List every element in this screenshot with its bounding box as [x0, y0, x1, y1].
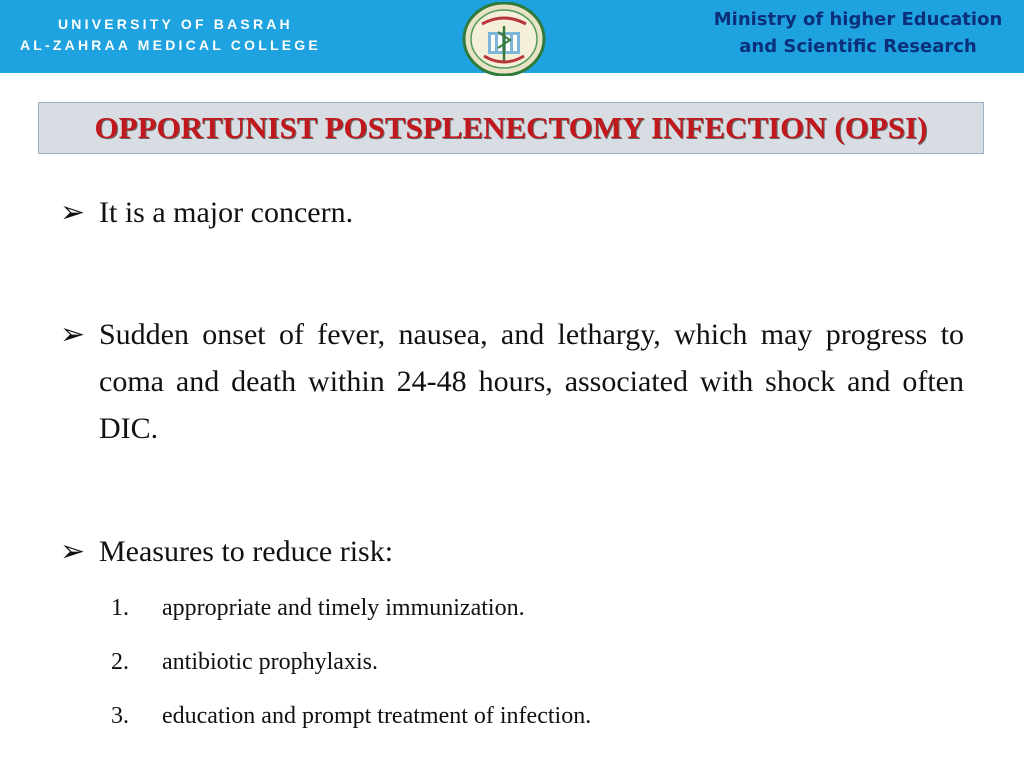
bullet-item: [60, 528, 964, 575]
slide-title-box: [38, 102, 984, 154]
measure-text: appropriate and timely immunization.: [162, 595, 525, 621]
bullet-item: [60, 189, 964, 236]
ministry-line-1: Ministry of higher Education: [713, 9, 1003, 30]
measure-text: education and prompt treatment of infection.: [162, 703, 592, 729]
ministry-line-2: and Scientific Research: [739, 36, 977, 57]
arrow-bullet-icon: ➢: [60, 535, 86, 568]
bullet-item: [60, 311, 964, 452]
college-seal-icon: [460, 2, 548, 76]
bullet-text: Sudden onset of fever, nausea, and lethargy, which may progress to coma and death within 24-48 hours, associated with shock and often DIC.: [99, 318, 964, 445]
bullet-text: Measures to reduce risk:: [99, 535, 394, 568]
measure-text: antibiotic prophylaxis.: [162, 649, 378, 675]
arrow-bullet-icon: ➢: [60, 196, 86, 229]
arrow-bullet-icon: ➢: [60, 318, 86, 351]
header-bar: [0, 0, 1024, 73]
measure-number: 3.: [111, 703, 129, 729]
slide-title: OPPORTUNIST POSTSPLENECTOMY INFECTION (OPSI): [94, 110, 928, 145]
measure-number: 1.: [111, 595, 129, 621]
university-line-1: UNIVERSITY OF BASRAH: [58, 16, 293, 32]
bullet-text: It is a major concern.: [99, 196, 354, 229]
university-name: [20, 14, 321, 56]
measure-number: 2.: [111, 649, 129, 675]
university-line-2: AL-ZAHRAA MEDICAL COLLEGE: [20, 37, 321, 53]
ministry-name: [700, 6, 1016, 60]
